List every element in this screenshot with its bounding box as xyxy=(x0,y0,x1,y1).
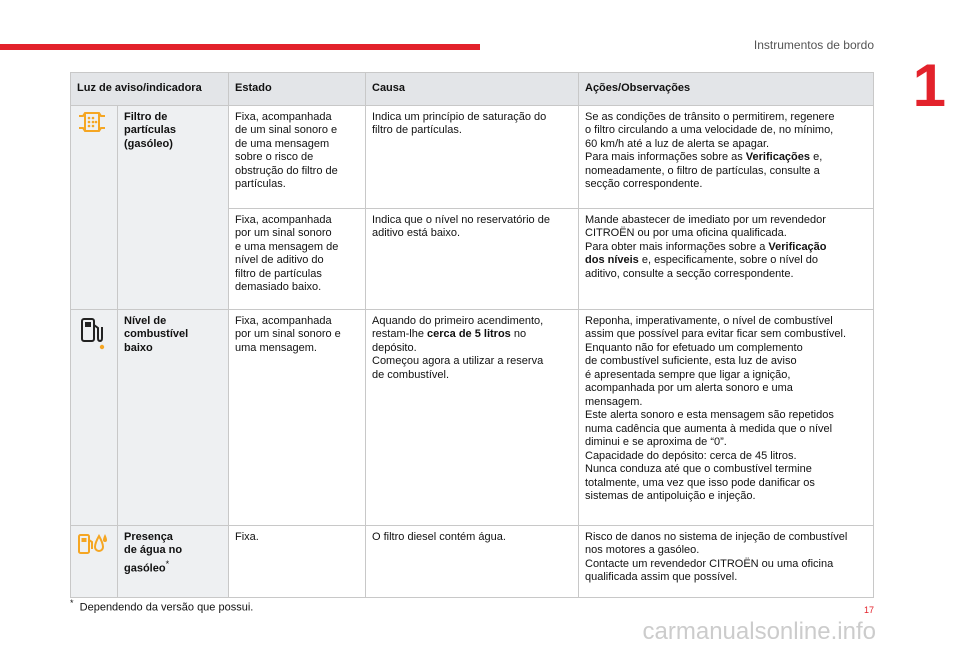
text-line: Fixa, acompanhada xyxy=(235,110,332,123)
table-row xyxy=(71,525,874,597)
name-line: de água no xyxy=(124,544,183,556)
text-line: de um sinal sonoro e xyxy=(235,124,338,136)
fuel-pump-icon-cell xyxy=(71,309,118,525)
footnote-text: Dependendo da versão que possui. xyxy=(79,601,254,614)
text-line: 60 km/h até a luz de alerta se apagar. xyxy=(585,137,770,150)
text-run-bold: cerca de 5 litros xyxy=(427,328,511,340)
table-header-row xyxy=(71,73,874,106)
water-in-diesel-icon-cell xyxy=(71,525,118,597)
causa-cell xyxy=(366,309,579,525)
text-line: sistemas de antipoluição e injeção. xyxy=(585,490,756,502)
text-line: filtro de partículas xyxy=(235,267,322,280)
acoes-cell xyxy=(579,309,874,525)
text-line: Fixa, acompanhada xyxy=(235,213,332,226)
name-line: (gasóleo) xyxy=(124,137,173,150)
text-line xyxy=(585,241,867,255)
acoes-cell xyxy=(579,525,874,597)
section-title: Instrumentos de bordo xyxy=(753,38,874,52)
text-run-bold: dos níveis xyxy=(585,254,639,266)
header-luz: Luz de aviso/indicadora xyxy=(71,73,229,106)
text-line: nos motores a gasóleo. xyxy=(585,544,700,556)
text-line: Aquando do primeiro acendimento, xyxy=(372,314,544,327)
text-line: obstrução do filtro de xyxy=(235,164,338,177)
watermark: carmanualsonline.info xyxy=(642,618,876,645)
text-line: de uma mensagem xyxy=(235,137,330,150)
name-filtro xyxy=(118,105,229,309)
text-line: Capacidade do depósito: cerca de 45 litros. xyxy=(585,449,797,462)
text-line: partículas. xyxy=(235,178,286,190)
causa-cell xyxy=(366,525,579,597)
header-accent-bar xyxy=(0,44,480,50)
warning-lights-table xyxy=(70,72,874,598)
text-run: restam-lhe xyxy=(372,328,428,340)
text-line: é apresentada sempre que ligar a ignição, xyxy=(585,368,791,381)
text-line xyxy=(372,328,572,342)
text-line: demasiado baixo. xyxy=(235,281,322,293)
particle-filter-icon xyxy=(77,111,107,133)
text-line: nível de aditivo do xyxy=(235,254,324,266)
text-line: Indica que o nível no reservatório de xyxy=(372,213,550,226)
text-run: Para mais informações sobre as xyxy=(585,151,746,163)
text-run: gasóleo xyxy=(124,562,166,575)
estado-cell xyxy=(229,105,366,208)
text-line: Contacte um revendedor CITROËN ou uma oficina xyxy=(585,557,834,570)
name-line: Filtro de xyxy=(124,110,168,123)
text-line xyxy=(585,151,867,165)
table-row xyxy=(71,309,874,525)
text-line: Fixa, acompanhada xyxy=(235,314,332,327)
text-line: Nunca conduza até que o combustível termine xyxy=(585,463,812,475)
text-line: Risco de danos no sistema de injeção de combustível xyxy=(585,530,848,543)
name-line: baixo xyxy=(124,341,153,354)
text-line: mensagem. xyxy=(585,395,643,408)
text-line: o filtro circulando a uma velocidade de, no mínimo, xyxy=(585,124,834,136)
name-line: Nível de xyxy=(124,314,167,327)
causa-cell xyxy=(366,208,579,309)
estado-cell xyxy=(229,525,366,597)
name-combustivel xyxy=(118,309,229,525)
text-run: Para obter mais informações sobre a xyxy=(585,240,769,253)
name-agua xyxy=(118,525,229,597)
fuel-pump-icon xyxy=(77,315,107,351)
text-line: acompanhada por um alerta sonoro e uma xyxy=(585,382,793,394)
text-line: CITROËN ou por uma oficina qualificada. xyxy=(585,227,787,239)
text-run-bold: Verificações xyxy=(745,151,811,163)
name-line: Presença xyxy=(124,530,173,543)
text-line: O filtro diesel contém água. xyxy=(372,530,506,543)
text-line: diminui e se aproxima de “0”. xyxy=(585,436,727,448)
text-run: e, xyxy=(810,151,823,163)
text-line: secção correspondente. xyxy=(585,178,703,190)
footnote-mark: * xyxy=(165,558,170,569)
text-line: uma mensagem. xyxy=(235,341,317,354)
text-line: por um sinal sonoro e xyxy=(235,328,341,340)
text-line xyxy=(585,254,867,268)
text-line: aditivo está baixo. xyxy=(372,227,461,239)
text-line: Enquanto não for efetuado um complemento xyxy=(585,341,803,354)
footnote xyxy=(70,598,253,614)
name-line: combustível xyxy=(124,328,189,340)
header-causa: Causa xyxy=(366,73,579,106)
text-run-bold: Verificação xyxy=(768,240,827,253)
table-row xyxy=(71,105,874,208)
text-run: e, especificamente, sobre o nível do xyxy=(638,254,818,266)
name-line xyxy=(124,558,222,576)
footnote-mark: * xyxy=(70,598,74,608)
text-run: no xyxy=(510,328,527,340)
text-line: Mande abastecer de imediato por um revendedor xyxy=(585,213,826,226)
text-line: Se as condições de trânsito o permitirem, regenere xyxy=(585,110,835,123)
text-line: totalmente, uma vez que isso pode danificar os xyxy=(585,476,815,489)
text-line: e uma mensagem de xyxy=(235,240,339,253)
text-line: sobre o risco de xyxy=(235,151,314,163)
text-line: qualificada assim que possível. xyxy=(585,571,738,583)
estado-cell xyxy=(229,208,366,309)
text-line: assim que possível para evitar ficar sem combustível. xyxy=(585,328,847,340)
water-in-diesel-icon xyxy=(77,531,109,557)
text-line: por um sinal sonoro xyxy=(235,227,332,239)
text-line: Reponha, imperativamente, o nível de combustível xyxy=(585,314,833,327)
page-number: 17 xyxy=(863,605,874,615)
estado-cell xyxy=(229,309,366,525)
text-line: de combustível suficiente, esta luz de aviso xyxy=(585,355,797,367)
acoes-cell xyxy=(579,105,874,208)
text-line: Indica um princípio de saturação do xyxy=(372,110,547,123)
text-line: Este alerta sonoro e esta mensagem são repetidos xyxy=(585,409,834,421)
text-line: aditivo, consulte a secção correspondente. xyxy=(585,267,794,280)
text-line: de combustível. xyxy=(372,368,450,381)
particle-filter-icon-cell xyxy=(71,105,118,309)
text-line: depósito. xyxy=(372,341,417,354)
header-estado: Estado xyxy=(229,73,366,106)
text-line: Começou agora a utilizar a reserva xyxy=(372,355,544,367)
text-line: numa cadência que aumenta à medida que o nível xyxy=(585,422,833,435)
acoes-cell xyxy=(579,208,874,309)
chapter-number: 1 xyxy=(912,52,946,119)
text-line: filtro de partículas. xyxy=(372,124,462,136)
name-line: partículas xyxy=(124,124,176,136)
header-acoes: Ações/Observações xyxy=(579,73,874,106)
text-line: Fixa. xyxy=(235,530,259,543)
causa-cell xyxy=(366,105,579,208)
text-line: nomeadamente, o filtro de partículas, consulte a xyxy=(585,164,820,177)
